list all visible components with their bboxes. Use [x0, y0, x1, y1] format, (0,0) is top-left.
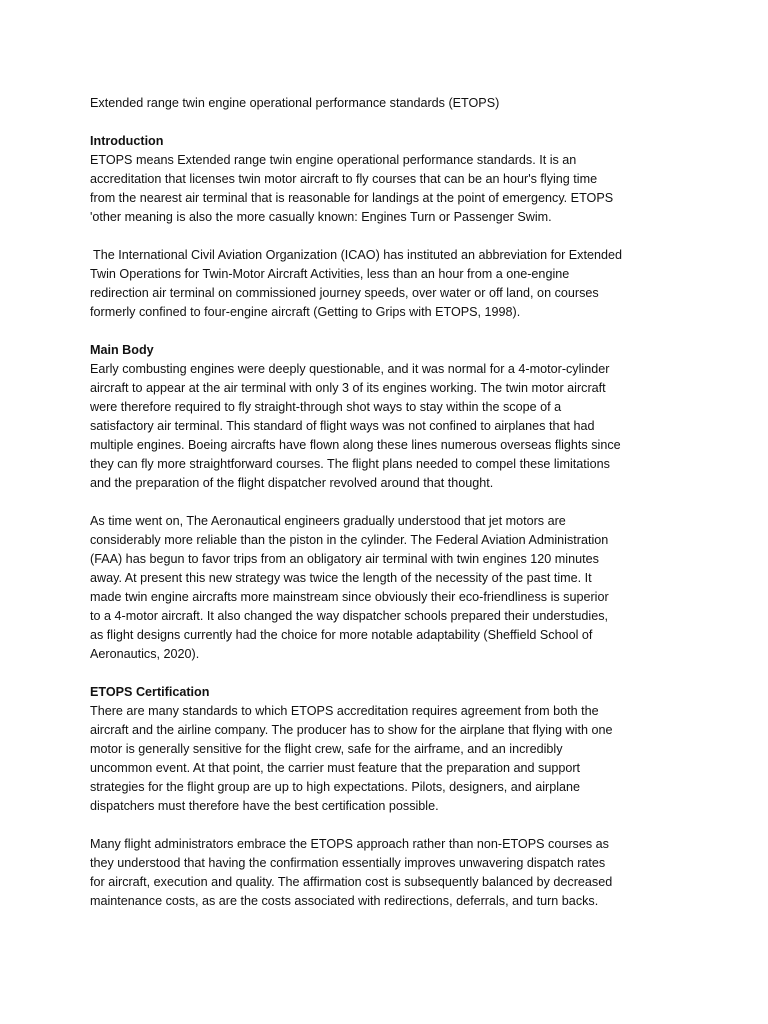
document-title: Extended range twin engine operational performance standards (ETOPS)	[90, 96, 500, 110]
text-line: maintenance costs, as are the costs associated with redirections, deferrals, and turn backs.	[90, 894, 599, 908]
text-line: (FAA) has begun to favor trips from an obligatory air terminal with twin engines 120 minutes	[90, 552, 599, 566]
text-line: motor is generally sensitive for the flight crew, safe for the airframe, and an incredibly	[90, 742, 563, 756]
text-line: for aircraft, execution and quality. The affirmation cost is subsequently balanced by decreased	[90, 875, 613, 889]
text-line: they understood that having the confirmation essentially improves unwavering dispatch rates	[90, 856, 606, 870]
text-line: and the preparation of the flight dispatcher revolved around that thought.	[90, 476, 494, 490]
paragraph	[90, 702, 690, 816]
text-line: satisfactory air terminal. This standard of flight ways was not confined to airplanes that had	[90, 419, 595, 433]
text-line: considerably more reliable than the piston in the cylinder. The Federal Aviation Administration	[90, 533, 609, 547]
section-heading-main-body: Main Body	[90, 343, 154, 357]
paragraph	[90, 835, 690, 911]
text-line: dispatchers must therefore have the best certification possible.	[90, 799, 439, 813]
text-line: As time went on, The Aeronautical engineers gradually understood that jet motors are	[90, 514, 566, 528]
text-line: away. At present this new strategy was twice the length of the necessity of the past time. It	[90, 571, 592, 585]
text-line: strategies for the flight group are up to high expectations. Pilots, designers, and airplane	[90, 780, 581, 794]
text-line: made twin engine aircrafts more mainstream since obviously their eco-friendliness is superior	[90, 590, 609, 604]
text-line: uncommon event. At that point, the carrier must feature that the preparation and support	[90, 761, 581, 775]
document-body	[90, 94, 690, 930]
section-heading-etops-certification: ETOPS Certification	[90, 685, 210, 699]
text-line: The International Civil Aviation Organization (ICAO) has instituted an abbreviation for Extended	[93, 248, 622, 262]
text-line: Early combusting engines were deeply questionable, and it was normal for a 4-motor-cylinder	[90, 362, 610, 376]
text-line: they can fly more straightforward courses. The flight plans needed to compel these limitations	[90, 457, 610, 471]
paragraph	[90, 360, 690, 493]
text-line: aircraft to appear at the air terminal with only 3 of its engines working. The twin motor aircraft	[90, 381, 606, 395]
text-line: accreditation that licenses twin motor aircraft to fly courses that can be an hour's flying time	[90, 172, 598, 186]
paragraph	[90, 512, 690, 664]
text-line: from the nearest air terminal that is reasonable for landings at the point of emergency. ETOPS	[90, 191, 614, 205]
paragraph	[90, 246, 690, 322]
text-line: ETOPS means Extended range twin engine operational performance standards. It is an	[90, 153, 577, 167]
paragraph	[90, 151, 690, 227]
text-line: to a 4-motor aircraft. It also changed the way dispatcher schools prepared their understudies,	[90, 609, 609, 623]
text-line: Aeronautics, 2020).	[90, 647, 200, 661]
section-heading-introduction: Introduction	[90, 134, 164, 148]
text-line: aircraft and the airline company. The producer has to show for the airplane that flying with one	[90, 723, 613, 737]
text-line: Many flight administrators embrace the ETOPS approach rather than non-ETOPS courses as	[90, 837, 609, 851]
text-line: multiple engines. Boeing aircrafts have flown along these lines numerous overseas flights since	[90, 438, 621, 452]
text-line: 'other meaning is also the more casually known: Engines Turn or Passenger Swim.	[90, 210, 552, 224]
text-line: Twin Operations for Twin-Motor Aircraft Activities, less than an hour from a one-engine	[90, 267, 570, 281]
text-line: redirection air terminal on commissioned journey speeds, over water or off land, on courses	[90, 286, 599, 300]
text-line: formerly confined to four-engine aircraft (Getting to Grips with ETOPS, 1998).	[90, 305, 521, 319]
text-line: as flight designs currently had the choice for more notable adaptability (Sheffield School of	[90, 628, 593, 642]
text-line: There are many standards to which ETOPS accreditation requires agreement from both the	[90, 704, 599, 718]
text-line: were therefore required to fly straight-through shot ways to stay within the scope of a	[90, 400, 562, 414]
